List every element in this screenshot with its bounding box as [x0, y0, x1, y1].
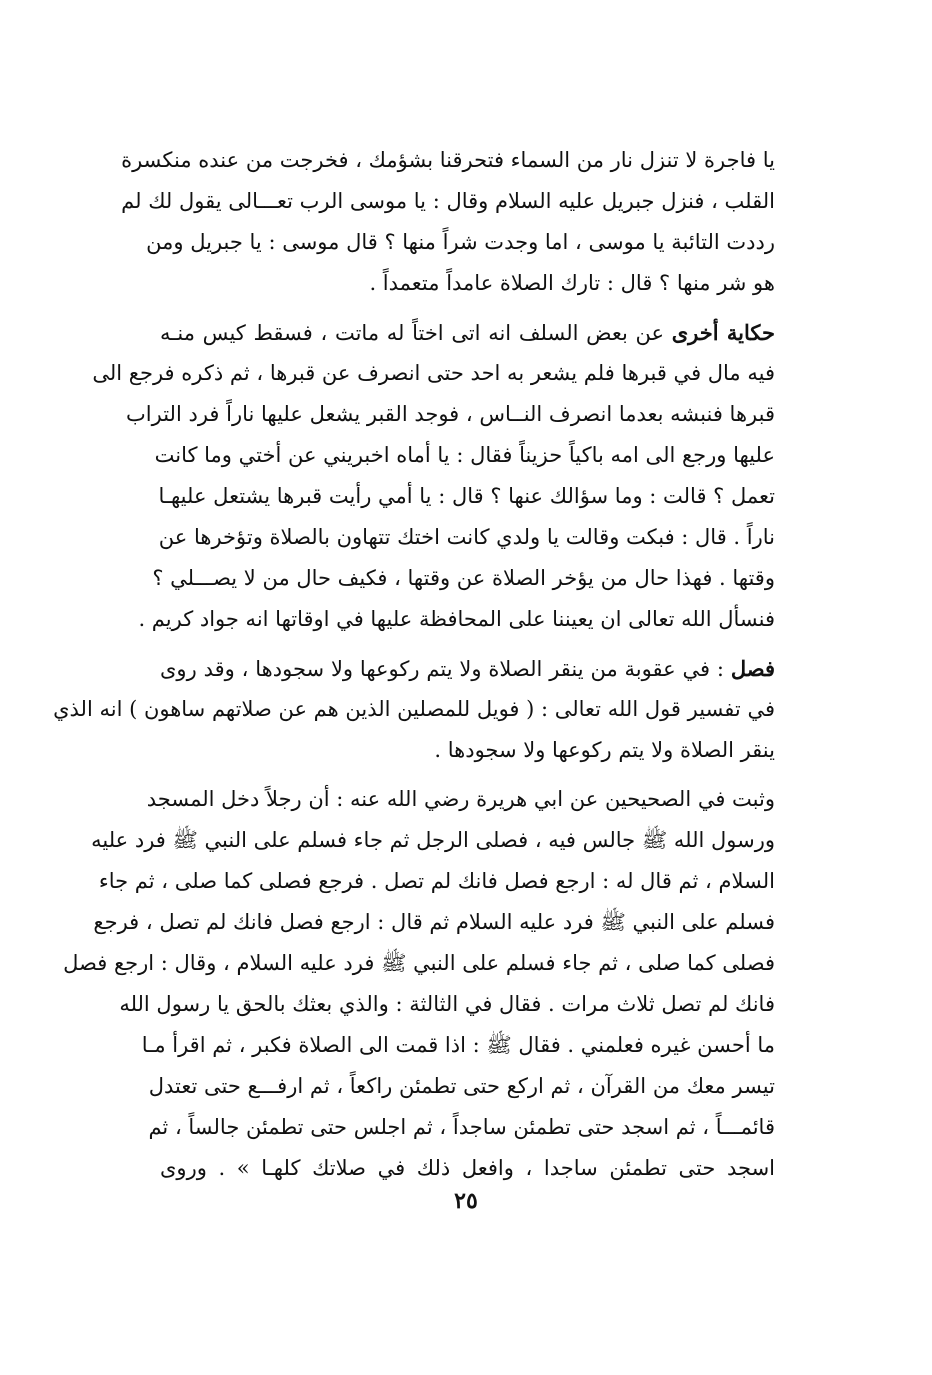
body-text — [53, 140, 775, 1189]
text-line: ورسول الله ﷺ جالس فيه ، فصلى الرجل ثم جاء فسلم على النبي ﷺ فرد عليه — [91, 828, 775, 852]
text-line: عليها ورجع الى امه باكياً حزيناً فقال : يا أماه اخبريني عن أختي وما كانت — [154, 443, 775, 467]
text-line-rest: : في عقوبة من ينقر الصلاة ولا يتم ركوعها ولا سجودها ، وقد روى — [160, 657, 731, 681]
text-line: يا فاجرة لا تنزل نار من السماء فتحرقنا بشؤمك ، فخرجت من عنده منكسرة — [121, 148, 775, 172]
paragraph-1 — [121, 140, 775, 304]
section-heading: حكاية أخرى — [671, 320, 775, 345]
text-line: اسجد حتى تطمئن ساجدا ، وافعل ذلك في صلاتك كلهـا » . وروى — [160, 1156, 775, 1180]
paragraph-2 — [92, 312, 775, 640]
text-line: فانك لم تصل ثلاث مرات . فقال في الثالثة : والذي بعثك بالحق يا رسول الله — [119, 992, 775, 1016]
text-line: فيه مال في قبرها فلم يشعر به احد حتى انصرف عن قبرها ، ثم ذكره فرجع الى — [92, 361, 775, 385]
text-line: رددت التائبة يا موسى ، اما وجدت شراً منها ؟ قال موسى : يا جبريل ومن — [146, 230, 775, 254]
text-line: قبرها فنبشه بعدما انصرف النــاس ، فوجد القبر يشعل عليها ناراً فرد التراب — [126, 402, 775, 426]
text-line: فنسأل الله تعالى ان يعيننا على المحافظة عليها في اوقاتها انه جواد كريم . — [138, 607, 775, 631]
text-line: تيسر معك من القرآن ، ثم اركع حتى تطمئن راكعاً ، ثم ارفـــع حتى تعتدل — [148, 1074, 775, 1098]
text-line: هو شر منها ؟ قال : تارك الصلاة عامداً متعمداً . — [369, 271, 775, 295]
text-line: ما أحسن غيره فعلمني . فقال ﷺ : اذا قمت الى الصلاة فكبر ، ثم اقرأ مـا — [141, 1033, 775, 1057]
text-line: فصلى كما صلى ، ثم جاء فسلم على النبي ﷺ فرد عليه السلام ، وقال : ارجع فصل — [63, 951, 775, 975]
text-line: تعمل ؟ قالت : وما سؤالك عنها ؟ قال : يا أمي رأيت قبرها يشتعل عليهـا — [158, 484, 775, 508]
text-line — [160, 312, 775, 353]
text-line: ناراً . قال : فبكت وقالت يا ولدي كانت اختك تتهاون بالصلاة وتؤخرها عن — [158, 525, 775, 549]
text-line: في تفسير قول الله تعالى : ( فويل للمصلين الذين هم عن صلاتهم ساهون ) انه الذي — [53, 697, 775, 721]
text-line — [160, 648, 775, 689]
text-line-rest: عن بعض السلف انه اتى اختاً له ماتت ، فسقط كيس منـه — [160, 321, 672, 345]
paragraph-3 — [53, 648, 775, 771]
text-line: فسلم على النبي ﷺ فرد عليه السلام ثم قال : ارجع فصل فانك لم تصل ، فرجع — [93, 910, 775, 934]
text-line: القلب ، فنزل جبريل عليه السلام وقال : يا موسى الرب تعـــالى يقول لك لم — [121, 189, 775, 213]
section-heading: فصل — [730, 656, 775, 681]
text-line: وثبت في الصحيحين عن ابي هريرة رضي الله عنه : أن رجلاً دخل المسجد — [146, 787, 775, 811]
text-line: قائمـــاً ، ثم اسجد حتى تطمئن ساجداً ، ثم اجلس حتى تطمئن جالساً ، ثم — [148, 1115, 775, 1139]
page-number: ٢٥ — [454, 1188, 478, 1214]
text-line: ينقر الصلاة ولا يتم ركوعها ولا سجودها . — [434, 738, 775, 762]
paragraph-4 — [63, 779, 775, 1189]
text-line: السلام ، ثم قال له : ارجع فصل فانك لم تصل . فرجع فصلى كما صلى ، ثم جاء — [98, 869, 775, 893]
text-line: وقتها . فهذا حال من يؤخر الصلاة عن وقتها ، فكيف حال من لا يصـــلي ؟ — [152, 566, 775, 590]
